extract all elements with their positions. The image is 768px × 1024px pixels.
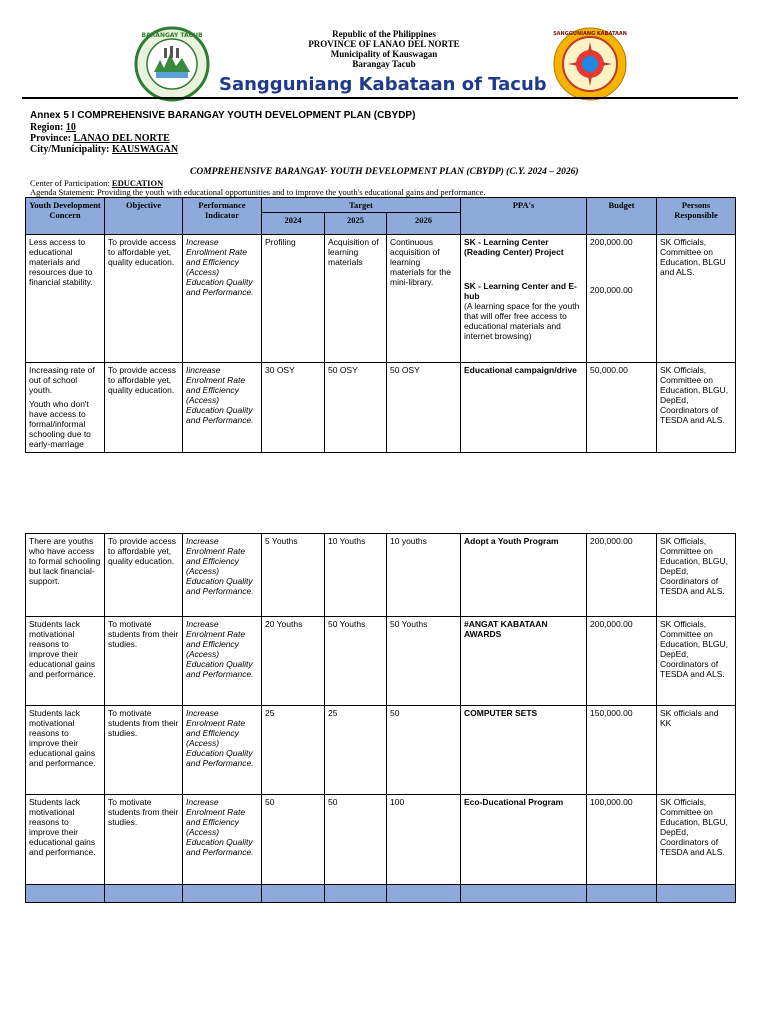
header-2026: 2026 [387,213,461,235]
cell-2026: 50 [387,706,461,795]
cell-budget: 200,000.00 [587,534,657,617]
cell-budget: 50,000.00 [587,363,657,453]
header-2025: 2025 [325,213,387,235]
cell-budget [587,235,657,363]
region-line [30,122,76,133]
header-divider [22,97,738,99]
cell-2024: 20 Youths [262,617,325,706]
header-objective: Objective [105,198,183,235]
header-indicator: Performance Indicator [183,198,262,235]
republic-line: Republic of the Philippines [332,29,436,39]
cell-ppas: Educational campaign/drive [461,363,587,453]
budget-1: 200,000.00 [590,237,633,247]
cell-indicator: Increase Enrolment Rate and Efficiency (Access) Education Quality and Performance. [183,706,262,795]
cell-2026: 100 [387,795,461,885]
cell-2025: 25 [325,706,387,795]
cell-indicator: Increase Enrollment Rate and Efficiency (Access) Education Quality and Performance. [183,235,262,363]
header-budget: Budget [587,198,657,235]
table-row [26,795,736,885]
annex-title: Annex 5 I COMPREHENSIVE BARANGAY YOUTH DEVELOPMENT PLAN (CBYDP) [30,110,416,121]
cell-objective: To provide access to affordable yet, quality education. [105,363,183,453]
cell-2025: Acquisition of learning materials [325,235,387,363]
cell-ppas: Adopt a Youth Program [461,534,587,617]
cell-ppas: #ANGAT KABATAAN AWARDS [461,617,587,706]
cell-2024: 30 OSY [262,363,325,453]
cell-objective: To motivate students from their studies. [105,617,183,706]
province-line: PROVINCE OF LANAO DEL NORTE [308,39,460,49]
cell-concern [26,363,105,453]
concern-osy: Increasing rate of out of school youth. [29,365,95,395]
cell-objective: To motivate students from their studies. [105,795,183,885]
cell-concern: Less access to educational materials and resources due to financial stability. [26,235,105,363]
center-label: Center of Participation: [30,178,112,188]
cell-persons: SK Officials, Committee on Education, BLGU and ALS. [657,235,736,363]
cell-2026: 10 youths [387,534,461,617]
ppa-learning-center: SK - Learning Center (Reading Center) Project [464,237,564,257]
table-row [26,363,736,453]
cell-concern: Students lack motivational reasons to improve their educational gains and performance. [26,617,105,706]
barangay-tacub-logo [134,26,210,102]
header-target: Target [262,198,461,213]
cell-2024: 50 [262,795,325,885]
cell-objective: To provide access to affordable yet, quality education. [105,235,183,363]
ppa-ehub: SK - Learning Center and E-hub [464,281,577,301]
province-line-meta [30,133,170,144]
cell-persons: SK Officials, Committee on Education, BLGU, DepEd, Coordinators of TESDA and ALS. [657,363,736,453]
cell-2026: Continuous acquisition of learning materials for the mini-library. [387,235,461,363]
cell-persons: SK Officials, Committee on Education, BLGU, DepEd, Coordinators of TESDA and ALS. [657,534,736,617]
cell-2025: 50 Youths [325,617,387,706]
plan-title: COMPREHENSIVE BARANGAY- YOUTH DEVELOPMENT PLAN (CBYDP) (C.Y. 2024 – 2026) [190,167,579,177]
cbydp-table-page1 [25,197,736,453]
header-2024: 2024 [262,213,325,235]
budget-2: 200,000.00 [590,285,633,295]
cell-2026: 50 Youths [387,617,461,706]
cell-2024: 5 Youths [262,534,325,617]
ppa-ehub-description: (A learning space for the youth that will offer free access to educational materials and internet browsing) [464,301,580,341]
cell-concern: There are youths who have access to formal schooling but lack financial-support. [26,534,105,617]
cell-budget: 150,000.00 [587,706,657,795]
cell-indicator: Iincrease Enrolment Rate and Efficiency (Access) Education Quality and Performance. [183,363,262,453]
svg-text:BARANGAY TACUB: BARANGAY TACUB [141,32,203,39]
table-footer-row [26,885,736,903]
city-label: City/Municipality: [30,144,112,155]
municipality-line: Municipality of Kauswagan [330,49,438,59]
province-label: Province: [30,133,74,144]
header-concern: Youth Development Concern [26,198,105,235]
cell-2024: 25 [262,706,325,795]
city-value: KAUSWAGAN [111,144,179,155]
cell-ppas: Eco-Ducational Program [461,795,587,885]
center-value: EDUCATION [111,178,164,188]
table-row [26,534,736,617]
cell-2024: Profiling [262,235,325,363]
table-row [26,235,736,363]
page-title: Sangguniang Kabataan of Tacub [219,74,547,95]
cell-2026: 50 OSY [387,363,461,453]
cell-ppas [461,235,587,363]
cell-persons: SK officials and KK [657,706,736,795]
cell-indicator: Increase Enrolment Rate and Efficiency (Access) Education Quality and Performance. [183,795,262,885]
region-label: Region: [30,122,66,133]
province-value: LANAO DEL NORTE [73,133,170,144]
cell-2025: 10 Youths [325,534,387,617]
barangay-line: Barangay Tacub [352,59,416,69]
region-value: 10 [65,122,76,133]
cell-2025: 50 OSY [325,363,387,453]
cell-persons: SK Officials, Committee on Education, BLGU, DepEd, Coordinators of TESDA and ALS. [657,795,736,885]
table-row [26,617,736,706]
letterhead [240,29,528,69]
cell-concern: Students lack motivational reasons to improve their educational gains and performance. [26,706,105,795]
cell-indicator: Increase Enrolment Rate and Efficiency (Access) Education Quality and Performance. [183,617,262,706]
cbydp-table-page2 [25,533,736,903]
concern-early-marriage: Youth who don't have access to formal/informal schooling due to early-marriage [29,399,91,449]
cell-budget: 200,000.00 [587,617,657,706]
agenda-statement: Agenda Statement: Providing the youth with educational opportunities and to improve the youth's educational gains and performance. [30,187,486,197]
svg-text:SANGGUNIANG KABATAAN: SANGGUNIANG KABATAAN [553,31,627,37]
cell-budget: 100,000.00 [587,795,657,885]
cell-persons: SK Officials, Committee on Education, BLGU, DepEd, Coordinators of TESDA and ALS. [657,617,736,706]
sangguniang-kabataan-logo [553,27,627,101]
city-line [30,144,178,155]
table-row [26,706,736,795]
cell-objective: To motivate students from their studies. [105,706,183,795]
header-persons: Persons Responsible [657,198,736,235]
cell-2025: 50 [325,795,387,885]
cell-indicator: Increase Enrolment Rate and Efficiency (Access) Education Quality and Performance. [183,534,262,617]
cell-objective: To provide access to affordable yet, quality education. [105,534,183,617]
cell-ppas: COMPUTER SETS [461,706,587,795]
cell-concern: Students lack motivational reasons to improve their educational gains and performance. [26,795,105,885]
header-ppas: PPA's [461,198,587,235]
